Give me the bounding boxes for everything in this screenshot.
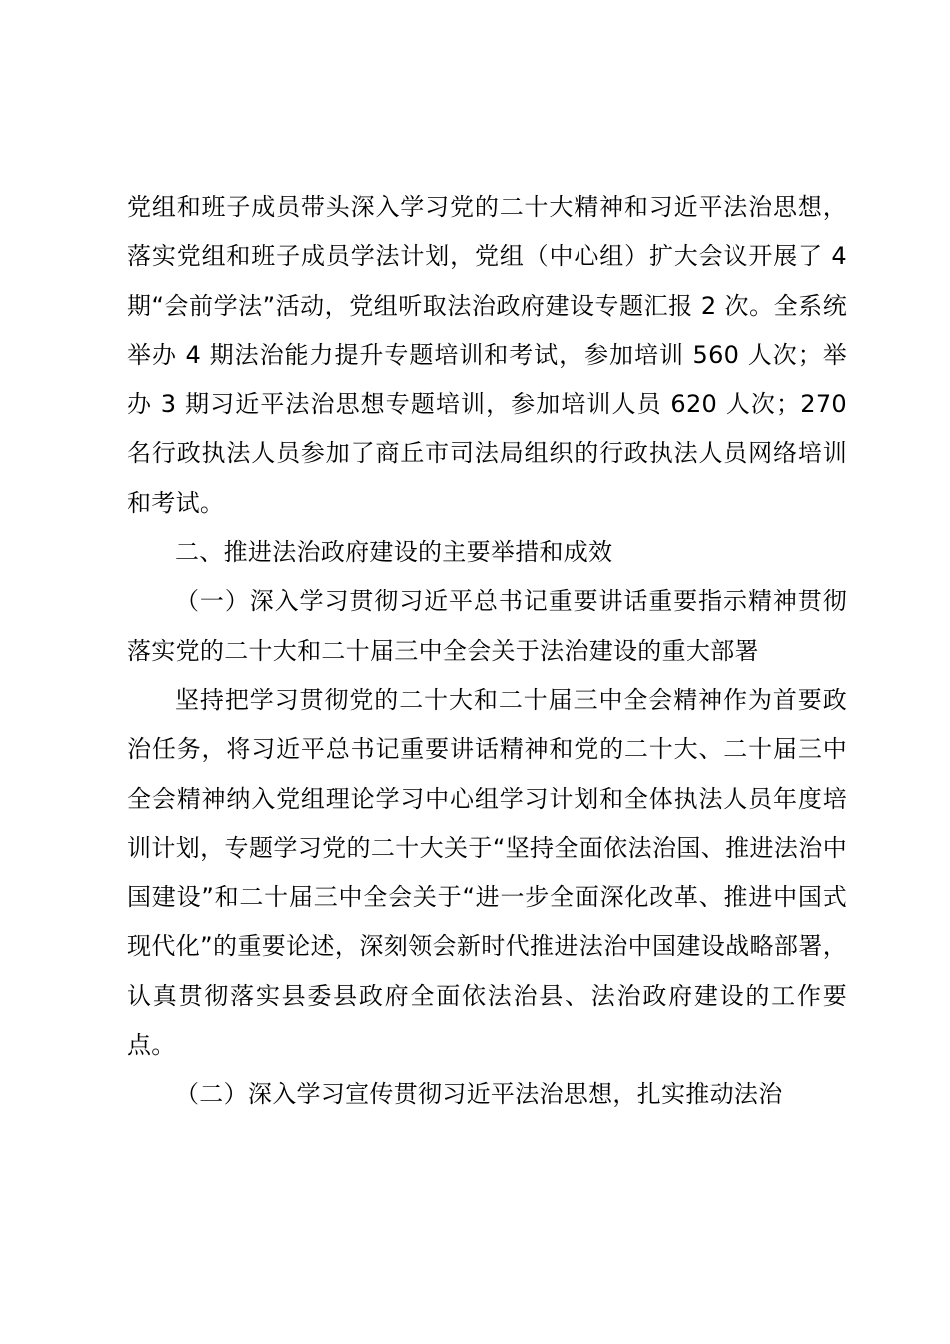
body-paragraph-continued: 党组和班子成员带头深入学习党的二十大精神和习近平法治思想，落实党组和班子成员学法计划，党组（中心组）扩大会议开展了 4 期“会前学法”活动，党组听取法治政府建设专题汇报 2 次。全系统举办 4 期法治能力提升专题培训和考试，参加培训 560 人次；举办 3 期习近平法治思想专题培训，参加培训人员 620 人次；270 名行政执法人员参加了商丘市司法局组织的行政执法人员网络培训和考试。 (127, 193, 847, 517)
document-body (127, 183, 847, 1120)
subsection-heading: （二）深入学习宣传贯彻习近平法治思想，扎实推动法治 (175, 1080, 783, 1109)
subsection-heading: （一）深入学习贯彻习近平总书记重要讲话重要指示精神贯彻落实党的二十大和二十届三中全会关于法治建设的重大部署 (127, 587, 847, 665)
body-paragraph: 坚持把学习贯彻党的二十大和二十届三中全会精神作为首要政治任务，将习近平总书记重要讲话精神和党的二十大、二十届三中全会精神纳入党组理论学习中心组学习计划和全体执法人员年度培训计划，专题学习党的二十大关于“坚持全面依法治国、推进法治中国建设”和二十届三中全会关于“进一步全面深化改革、推进中国式现代化”的重要论述，深刻领会新时代推进法治中国建设战略部署，认真贯彻落实县委县政府全面依法治县、法治政府建设的工作要点。 (127, 685, 847, 1060)
section-heading: 二、推进法治政府建设的主要举措和成效 (175, 538, 613, 567)
